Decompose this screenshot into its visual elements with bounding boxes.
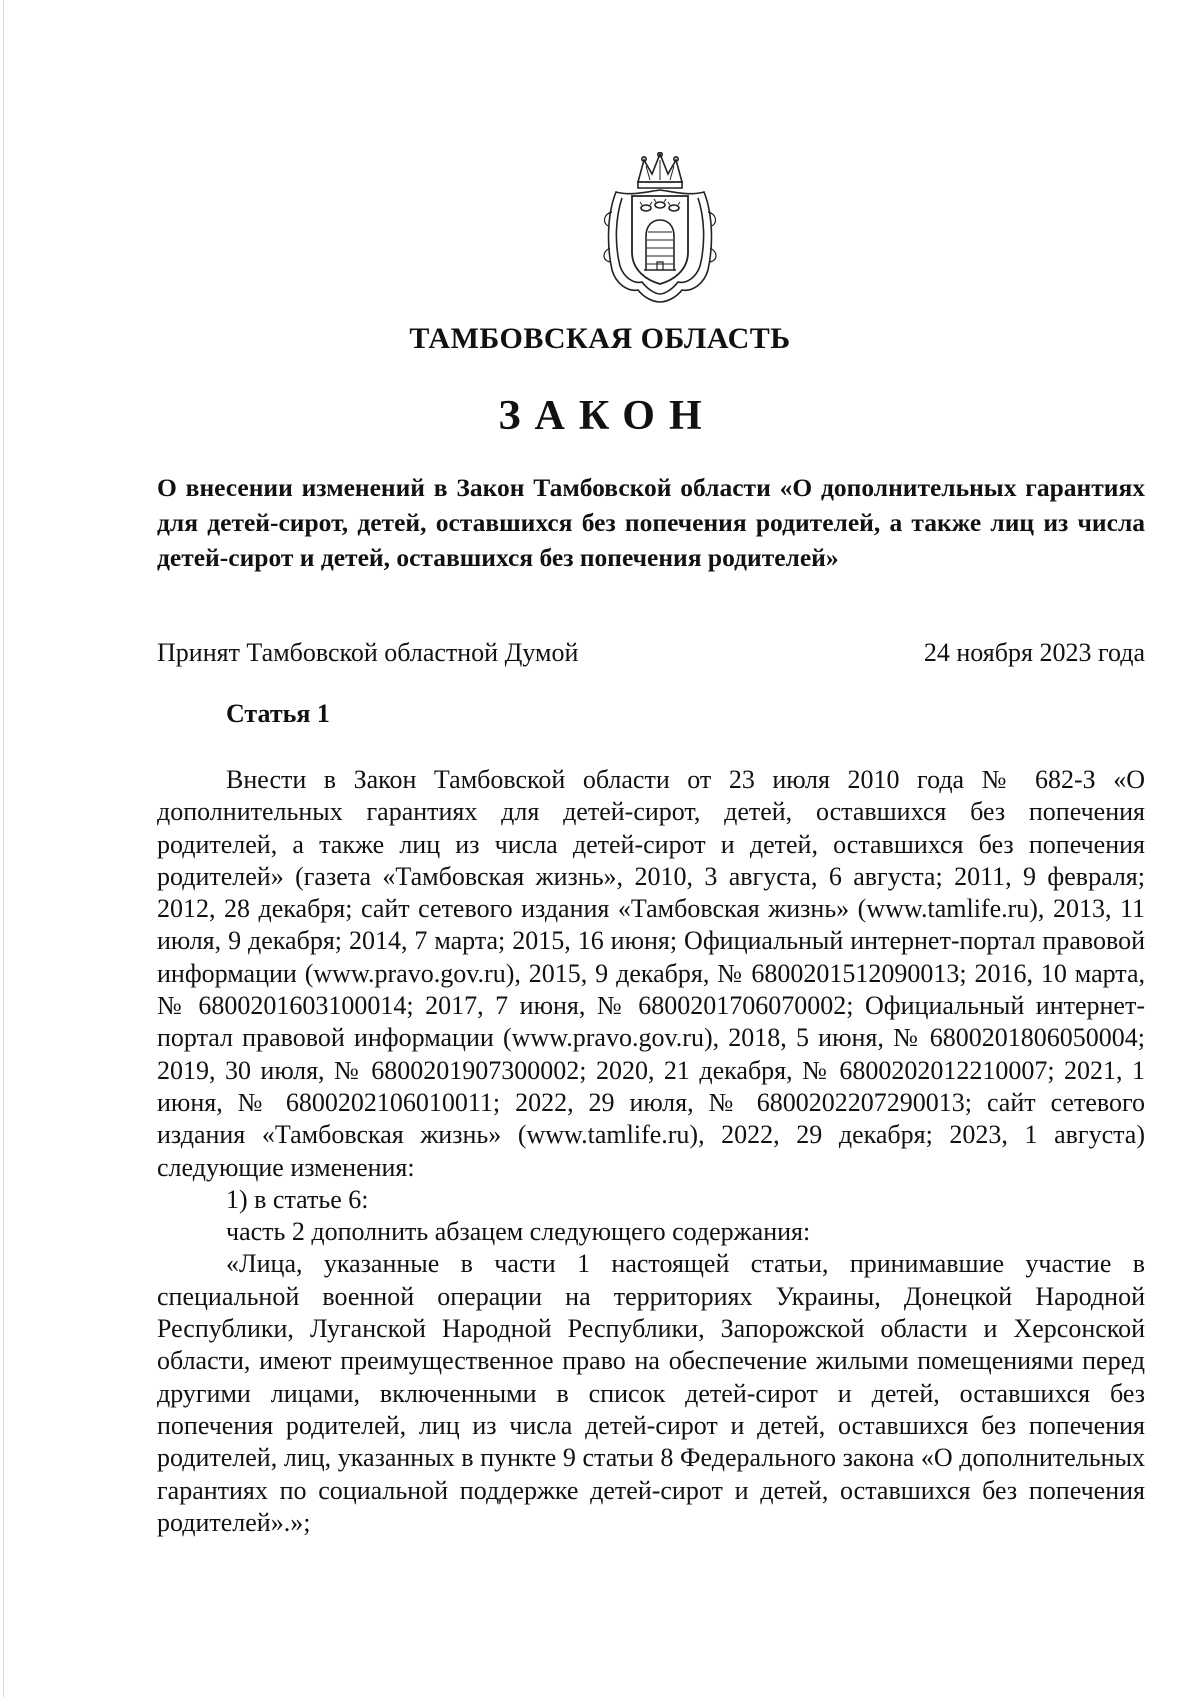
scan-edge-line <box>3 0 4 1697</box>
article-body <box>157 764 1145 1539</box>
article-paragraph: 1) в статье 6: <box>226 1184 369 1214</box>
article-heading: Статья 1 <box>226 699 330 728</box>
adoption-date: 24 ноября 2023 года <box>923 638 1145 667</box>
article-paragraph: Внести в Закон Тамбовской области от 23 июля 2010 года № 682-З «О дополнительных гарантиях для детей-сирот, детей, оставшихся без попечения родителей, а также лиц из числа детей-сирот и детей, оставшихся без попечения родителей» (газета «Тамбовская жизнь», 2010, 3 августа, 6 августа; 2011, 9 февраля; 2012, 28 декабря; сайт сетевого издания «Тамбовская жизнь» (www.tamlife.ru), 2013, 11 июля, 9 декабря; 2014, 7 марта; 2015, 16 июня; Официальный интернет-портал правовой информации (www.pravo.gov.ru), 2015, 9 декабря, № 6800201512090013; 2016, 10 марта, № 6800201603100014; 2017, 7 июня, № 6800201706070002; Официальный интернет-портал правовой информации (www.pravo.gov.ru), 2018, 5 июня, № 6800201806050004; 2019, 30 июля, № 6800201907300002; 2020, 21 декабря, № 6800202012210007; 2021, 1 июня, № 6800202106010011; 2022, 29 июля, № 6800202207290013; сайт сетевого издания «Тамбовская жизнь» (www.tamlife.ru), 2022, 29 декабря; 2023, 1 августа) следующие изменения: <box>157 765 1145 1182</box>
document-type: ЗАКОН <box>498 393 716 439</box>
region-name: ТАМБОВСКАЯ ОБЛАСТЬ <box>409 322 791 355</box>
article-paragraph: часть 2 дополнить абзацем следующего содержания: <box>226 1217 811 1247</box>
law-title: О внесении изменений в Закон Тамбовской области «О дополнительных гарантиях для детей-сирот, детей, оставшихся без попечения родителей, а также лиц из числа детей-сирот и детей, оставшихся без попечения родителей» <box>157 473 1145 572</box>
tambov-coat-of-arms-icon <box>594 152 726 304</box>
adoption-row <box>157 638 1145 668</box>
article-paragraph: «Лица, указанные в части 1 настоящей статьи, принимавшие участие в специальной военной операции на территориях Украины, Донецкой Народной Республики, Луганской Народной Республики, Запорожской области и Херсонской области, имеют преимущественное право на обеспечение жилыми помещениями перед другими лицами, включенными в список детей-сирот и детей, оставшихся без попечения родителей, лиц из числа детей-сирот и детей, оставшихся без попечения родителей, лиц, указанных в пункте 9 статьи 8 Федерального закона «О дополнительных гарантиях по социальной поддержке детей-сирот и детей, оставшихся без попечения родителей».»; <box>157 1249 1145 1537</box>
adopted-by: Принят Тамбовской областной Думой <box>157 638 579 667</box>
